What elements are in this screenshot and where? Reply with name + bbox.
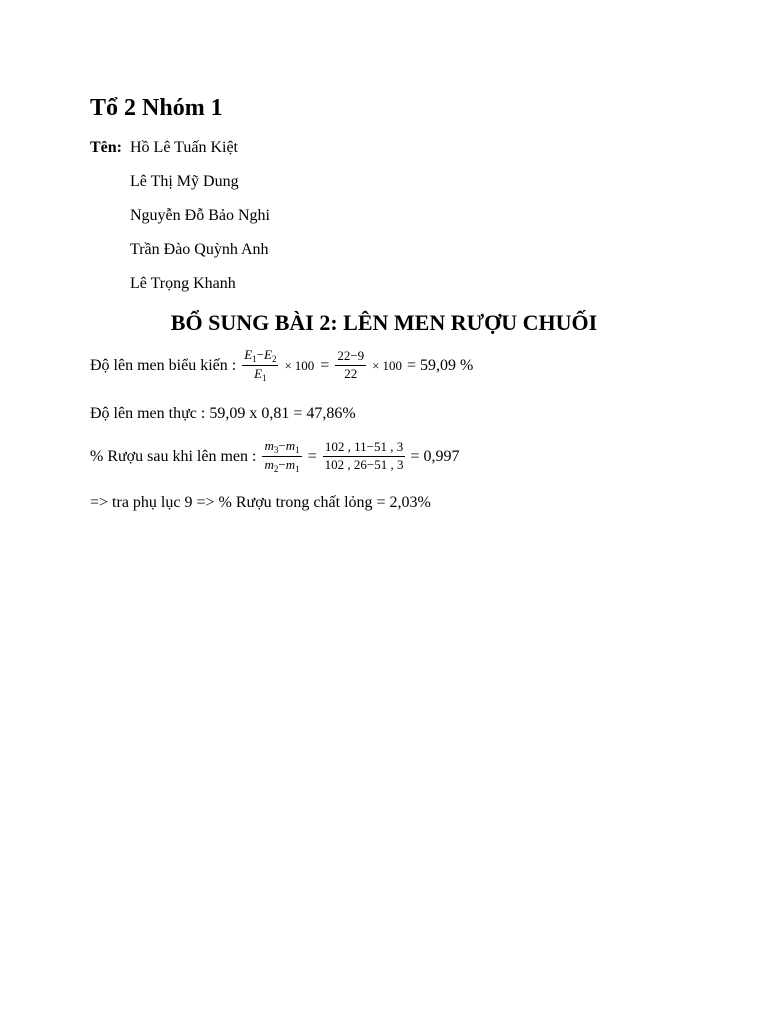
fraction-symbolic: $\frac{m_3-m_1}{m_2-m_1}$: [264, 438, 300, 475]
page-title: Tổ 2 Nhóm 1: [90, 95, 223, 121]
alcohol-after-fermentation-formula: [90, 439, 459, 475]
equals-sign: =: [307, 447, 317, 465]
fraction-numeric: $\frac{102 , 11-51 , 3}{102 , 26-51 , 3}$: [324, 439, 404, 473]
conclusion-line: => tra phụ lục 9 => % Rượu trong chất lỏng = 2,03%: [90, 494, 431, 511]
equals-sign: =: [320, 356, 330, 374]
fraction-symbolic: $\frac{E_1-E_2}{E_1}$: [244, 347, 277, 384]
members-label: Tên:: [90, 139, 122, 156]
apparent-fermentation-formula: [90, 348, 473, 384]
formula-result: = 0,997: [410, 447, 460, 465]
fraction-numeric: $\frac{22-9}{22}$: [337, 348, 365, 382]
member-name: Lê Thị Mỹ Dung: [130, 173, 239, 190]
member-name: Lê Trọng Khanh: [130, 275, 236, 292]
section-heading: BỔ SUNG BÀI 2: LÊN MEN RƯỢU CHUỐI: [170, 310, 598, 335]
times-sign: ×: [372, 357, 380, 373]
hundred-value: 100: [294, 357, 315, 373]
formula-result: = 59,09 %: [407, 356, 474, 374]
member-name: Trần Đào Quỳnh Anh: [130, 241, 269, 258]
actual-fermentation-line: Độ lên men thực : 59,09 x 0,81 = 47,86%: [90, 405, 356, 422]
member-name: Hồ Lê Tuấn Kiệt: [130, 139, 238, 156]
member-name: Nguyễn Đỗ Bảo Nghi: [130, 207, 270, 224]
formula-label: Độ lên men biểu kiến :: [90, 356, 237, 374]
hundred-value: 100: [382, 357, 402, 373]
formula-label: % Rượu sau khi lên men :: [90, 447, 257, 465]
times-sign: ×: [284, 357, 292, 373]
